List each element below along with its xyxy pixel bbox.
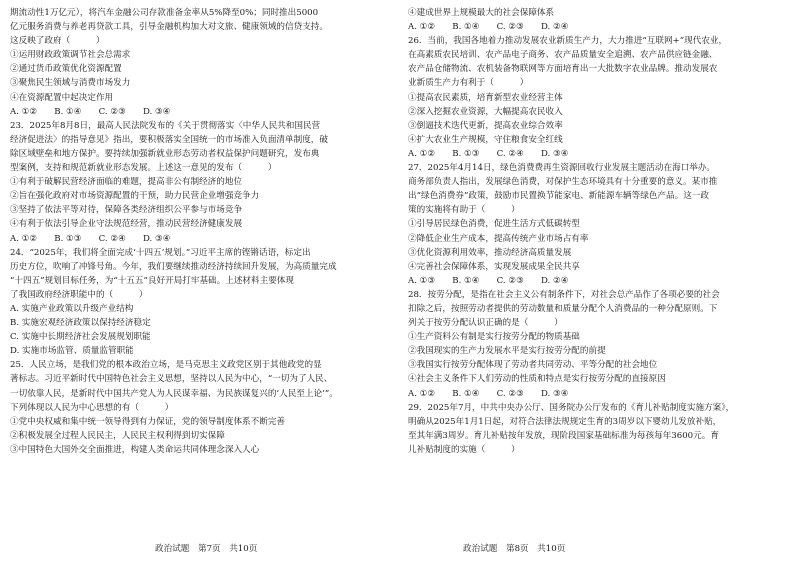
text-line: ①党中央权威和集中统一领导得到有力保证，党的领导制度体系不断完善: [10, 416, 286, 427]
text-line: “十四五”规划目标任务，为“十五五”良好开局打牢基础。上述材料主要体现: [10, 275, 294, 286]
text-line: 至其年满3周岁。育儿补贴按年发放，现阶段国家基础标准为每孩每年3600元。育: [408, 430, 719, 441]
text-line: 29．2025年7月，中共中央办公厅、国务院办公厅发布的《育儿补贴制度实施方案》，: [408, 402, 735, 413]
text-line: C. 实施中长期经济社会发展规划职能: [10, 332, 151, 343]
text-line: ④扩大农业生产规模，守住粮食安全红线: [408, 134, 563, 145]
text-line: 除区域壁垒和地方保护。要持续加强新就业形态劳动者权益保护问题研究，发布典: [10, 148, 320, 159]
text-line: ①有利于破解民营经济面临的难题，提高非公有制经济的地位: [10, 177, 243, 188]
text-line: ②通过货币政策优化资源配置: [10, 64, 122, 75]
footer-page-8: 政治试题 第8页 共10页: [463, 544, 566, 554]
text-line: 经济促进法〉的指导意见》指出，要积极落实全国统一的市场准入负面清单制度，破: [10, 134, 328, 145]
text-line: A. ①② B. ①④ C. ②③ D. ③④: [408, 388, 569, 399]
text-line: B. 实施宏观经济政策以保持经济稳定: [10, 318, 151, 329]
text-line: 儿补贴制度的实施（ ）: [408, 444, 520, 455]
text-line: ②深入挖掘农业资源，大幅提高农民收入: [408, 106, 563, 117]
text-line: 26．当前，我国各地着力推动发展农业新质生产力，大力推进“互联网+”现代农业，: [408, 36, 728, 47]
text-line: ③中国特色大国外交全面推进，构建人类命运共同体理念深入人心: [10, 444, 260, 455]
text-line: A. 实施产业政策以升级产业结构: [10, 303, 134, 314]
text-line: 在高素质农民培训、农产品电子商务、农产品质量安全追溯、农产品供应链金融、: [408, 50, 718, 61]
text-line: 23．2025年8月8日，最高人民法院发布的《关于贯彻落实〈中华人民共和国民营: [10, 120, 321, 131]
text-line: 农产品仓储物流、农机装备物联网等方面培育出一大批数字农业品牌。推动发展农: [408, 64, 718, 75]
text-line: ④建成世界上规模最大的社会保障体系: [408, 8, 555, 18]
footer-page-7: 政治试题 第7页 共10页: [155, 544, 258, 554]
text-line: ①生产资料公有制是实行按劳分配的物质基础: [408, 332, 580, 343]
text-line: A. ①② B. ①③ C. ②④ D. ③④: [408, 148, 569, 159]
text-line: 了我国政府经济职能中的（ ）: [10, 289, 148, 300]
text-line: 明确从2025年1月1日起，对符合法律法规规定生育的3周岁以下婴幼儿发放补贴，: [408, 416, 722, 427]
text-line: A. ①② B. ①④ C. ②③ D. ③④: [10, 106, 171, 117]
text-line: ①提高农民素质，培育新型农业经营主体: [408, 92, 563, 103]
text-line: ④社会主义条件下人们劳动的性质和特点是实行按劳分配的直接原因: [408, 374, 666, 385]
text-line: ④有利于依法引导企业守法规范经营，推动民营经济健康发展: [10, 219, 243, 230]
text-line: ③坚持了依法平等对待，保障各类经济组织公平参与市场竞争: [10, 205, 243, 216]
text-line: ②我国现实的生产力发展水平是实行按劳分配的前提: [408, 346, 606, 357]
text-line: 下列体现以人民为中心思想的有（ ）: [10, 402, 174, 413]
text-line: 历史方位，吹响了冲锋号角。今年，我们要继续推动经济持续回升发展，为高质量完成: [10, 261, 337, 272]
text-line: 一切依靠人民，是新时代中国共产党人为人民谋幸福、为民族谋复兴的‘人民至上论’”。: [10, 388, 338, 399]
text-line: 期流动性1万亿元），将汽车金融公司存款准备金率从5%降至0%；同时推出5000: [10, 8, 319, 18]
text-line: ③倒逼技术迭代更新，提高农业综合效率: [408, 120, 563, 131]
text-line: 这反映了政府（ ）: [10, 36, 105, 47]
text-line: ②降低企业生产成本，提高传统产业市场占有率: [408, 233, 589, 244]
left-column: [10, 6, 388, 457]
text-line: 业新质生产力有利于（ ）: [408, 78, 529, 89]
text-line: ④完善社会保障体系，实现发展成果全民共享: [408, 261, 580, 272]
text-line: 列关于按劳分配认识正确的是（ ）: [408, 318, 563, 329]
text-line: 24．“2025年，我们将全面完成‘十四五’规划。”习近平主席的铿锵话语，标定出: [10, 247, 311, 258]
text-line: ③我国实行按劳分配体现了劳动者共同劳动、平等分配的社会地位: [408, 360, 658, 371]
text-line: ②旨在强化政府对市场资源配置的干预，助力民营企业增强竞争力: [10, 191, 260, 202]
text-line: ①运用财政政策调节社会总需求: [10, 50, 131, 61]
text-line: 扣除之后，按照劳动者提供的劳动数量和质量分配个人消费品的一种分配原则。下: [408, 303, 718, 314]
text-line: ③优化资源利用效率，推动经济高质量发展: [408, 247, 572, 258]
text-line: A. ①② B. ①③ C. ②④ D. ③④: [10, 233, 171, 244]
text-line: 策的实施将有助于（ ）: [408, 205, 520, 216]
text-line: 25．人民立场，是我们党的根本政治立场，是马克思主义政党区别于其他政党的显: [10, 360, 322, 371]
text-line: ④在资源配置中起决定作用: [10, 92, 114, 103]
text-line: 著标志。习近平新时代中国特色社会主义思想，坚持以人民为中心，“一切为了人民、: [10, 374, 333, 385]
text-line: 商务部负责人指出，发展绿色消费，对保护生态环境具有十分重要的意义。某市推: [408, 177, 718, 188]
right-column: [408, 6, 786, 457]
text-line: 亿元服务消费与养老再贷款工具，引导金融机构加大对文旅、健康领域的信贷支持。: [10, 22, 328, 33]
text-line: ②积极发展全过程人民民主，人民民主权利得到切实保障: [10, 430, 225, 441]
text-line: D. 实施市场监管、质量监管职能: [10, 346, 134, 357]
text-line: 28．按劳分配，是指在社会主义公有制条件下，对社会总产品作了各项必要的社会: [408, 289, 720, 300]
text-line: 27．2025年4月14日，绿色消费费再生资源回收行业发展主题活动在海口举办。: [408, 163, 716, 174]
text-line: ①引导居民绿色消费，促进生活方式低碳转型: [408, 219, 580, 230]
text-line: 型案例，支持和规范新就业形态发展。上述这一意见的发布（ ）: [10, 163, 277, 174]
text-line: 出“绿色消费券”政策，鼓励市民置换节能家电、新能源车辆等绿色产品。这一政: [408, 191, 709, 202]
text-line: ③聚焦民生领域与消费市场发力: [10, 78, 131, 89]
text-line: A. ①③ B. ①④ C. ②③ D. ②④: [408, 275, 569, 286]
text-line: A. ①② B. ①④ C. ②③ D. ②④: [408, 22, 569, 33]
